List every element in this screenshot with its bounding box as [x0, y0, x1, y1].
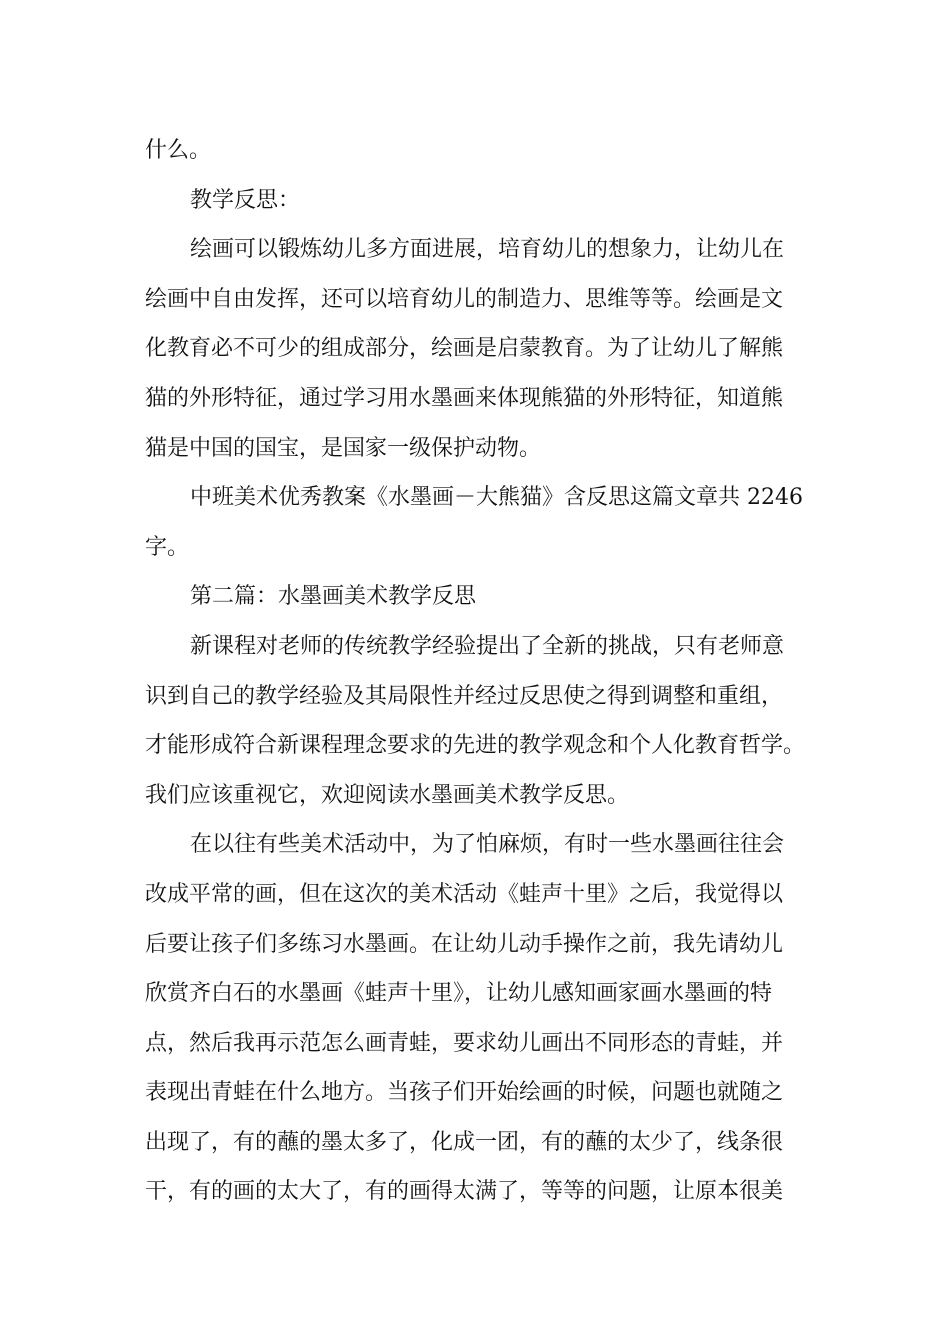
paragraph	[145, 622, 815, 820]
document-body	[145, 126, 815, 1217]
text-line: 后要让孩子们多练习水墨画。在让幼儿动手操作之前，我先请幼儿	[145, 931, 784, 957]
text-line: 点，然后我再示范怎么画青蛙，要求幼儿画出不同形态的青蛙，并	[145, 1030, 784, 1056]
text-line: 猫是中国的国宝，是国家一级保护动物。	[145, 435, 542, 461]
paragraph	[145, 820, 815, 1217]
paragraph	[145, 176, 815, 226]
paragraph	[145, 473, 815, 572]
text-line: 化教育必不可少的组成部分，绘画是启蒙教育。为了让幼儿了解熊	[145, 336, 784, 362]
text-line: 出现了，有的蘸的墨太多了，化成一团，有的蘸的太少了，线条很	[145, 1129, 784, 1155]
paragraph	[145, 225, 815, 473]
text-line: 新课程对老师的传统教学经验提出了全新的挑战，只有老师意	[190, 633, 785, 659]
text-line: 我们应该重视它，欢迎阅读水墨画美术教学反思。	[145, 782, 630, 808]
text-line: 欣赏齐白石的水墨画《蛙声十里》，让幼儿感知画家画水墨画的特	[145, 981, 773, 1007]
text-line: 绘画可以锻炼幼儿多方面进展，培育幼儿的想象力，让幼儿在	[190, 237, 785, 263]
text-line: 中班美术优秀教案《水墨画－大熊猫》含反思这篇文章共 2246	[190, 485, 803, 511]
text-line: 才能形成符合新课程理念要求的先进的教学观念和个人化教育哲学。	[145, 733, 806, 759]
paragraph	[145, 126, 815, 176]
text-line: 识到自己的教学经验及其局限性并经过反思使之得到调整和重组，	[145, 683, 784, 709]
paragraph	[145, 572, 815, 622]
text-line: 绘画中自由发挥，还可以培育幼儿的制造力、思维等等。绘画是文	[145, 286, 784, 312]
text-line: 什么。	[145, 138, 212, 163]
text-line: 字。	[145, 534, 190, 560]
text-line: 猫的外形特征，通过学习用水墨画来体现熊猫的外形特征，知道熊	[145, 385, 784, 411]
text-line: 第二篇：水墨画美术教学反思	[190, 584, 477, 610]
text-line: 改成平常的画，但在这次的美术活动《蛙声十里》之后，我觉得以	[145, 881, 784, 907]
text-line: 表现出青蛙在什么地方。当孩子们开始绘画的时候，问题也就随之	[145, 1080, 784, 1106]
text-line: 教学反思：	[190, 187, 301, 213]
text-line: 干，有的画的太大了，有的画得太满了，等等的问题，让原本很美	[145, 1179, 784, 1205]
text-line: 在以往有些美术活动中，为了怕麻烦，有时一些水墨画往往会	[190, 832, 785, 858]
